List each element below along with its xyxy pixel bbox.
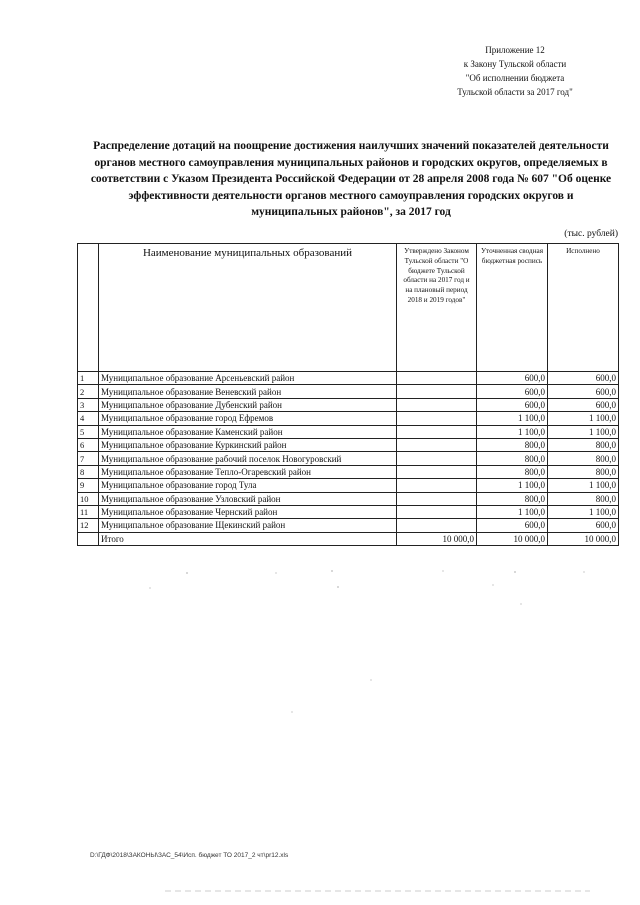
row-refined: 1 100,0 <box>477 505 548 518</box>
row-executed: 800,0 <box>548 492 619 505</box>
row-approved <box>397 412 477 425</box>
row-approved <box>397 425 477 438</box>
row-refined: 600,0 <box>477 385 548 398</box>
row-executed: 1 100,0 <box>548 479 619 492</box>
row-executed: 1 100,0 <box>548 505 619 518</box>
row-refined: 800,0 <box>477 465 548 478</box>
table-row <box>78 438 619 451</box>
row-executed: 600,0 <box>548 385 619 398</box>
table-total-row <box>78 532 619 545</box>
table-row <box>78 492 619 505</box>
header-approved: Утверждено Законом Тульской области "О бюджете Тульской области на 2017 год и на плановый период 2018 и 2019 годов" <box>397 244 477 372</box>
row-refined: 600,0 <box>477 398 548 411</box>
row-refined: 600,0 <box>477 372 548 385</box>
row-refined: 1 100,0 <box>477 425 548 438</box>
header-index <box>78 244 99 372</box>
row-name: Муниципальное образование Чернский район <box>99 505 397 518</box>
subsidy-table <box>77 243 619 546</box>
row-name: Муниципальное образование Куркинский район <box>99 438 397 451</box>
table-row <box>78 505 619 518</box>
row-approved <box>397 479 477 492</box>
row-index: 12 <box>78 519 99 532</box>
row-name: Муниципальное образование Каменский район <box>99 425 397 438</box>
row-index: 5 <box>78 425 99 438</box>
row-name: Муниципальное образование Дубенский район <box>99 398 397 411</box>
row-executed: 600,0 <box>548 398 619 411</box>
total-label: Итого <box>99 532 397 545</box>
row-executed: 1 100,0 <box>548 412 619 425</box>
row-refined: 1 100,0 <box>477 412 548 425</box>
appendix-line-3: "Об исполнении бюджета <box>465 73 565 83</box>
header-refined: Уточненная сводная бюджетная роспись <box>477 244 548 372</box>
appendix-line-1: Приложение 12 <box>485 45 545 55</box>
row-approved <box>397 438 477 451</box>
table-row <box>78 398 619 411</box>
row-name: Муниципальное образование Тепло-Огаревский район <box>99 465 397 478</box>
row-index: 4 <box>78 412 99 425</box>
total-refined: 10 000,0 <box>477 532 548 545</box>
row-index: 8 <box>78 465 99 478</box>
row-executed: 800,0 <box>548 438 619 451</box>
row-name: Муниципальное образование Щекинский район <box>99 519 397 532</box>
row-refined: 800,0 <box>477 492 548 505</box>
table-row <box>78 425 619 438</box>
table-row <box>78 465 619 478</box>
row-index: 6 <box>78 438 99 451</box>
row-approved <box>397 452 477 465</box>
row-index: 10 <box>78 492 99 505</box>
row-name: Муниципальное образование город Тула <box>99 479 397 492</box>
table-row <box>78 372 619 385</box>
row-index: 1 <box>78 372 99 385</box>
row-refined: 600,0 <box>477 519 548 532</box>
document-title: Распределение дотаций на поощрение достижения наилучших значений показателей деятельности органов местного самоуправления муниципальных районов и городских округов, определяемых в соответствии с Указом Президента Российской Федерации от 28 апреля 2008 года № 607 "Об оценке эффективности деятельности органов местного самоуправления городских округов и муниципальных районов", за 2017 год <box>90 140 612 218</box>
table-row <box>78 479 619 492</box>
row-executed: 800,0 <box>548 465 619 478</box>
row-index: 2 <box>78 385 99 398</box>
row-executed: 600,0 <box>548 372 619 385</box>
appendix-line-4: Тульской области за 2017 год" <box>457 87 573 97</box>
total-approved: 10 000,0 <box>397 532 477 545</box>
row-approved <box>397 505 477 518</box>
row-approved <box>397 492 477 505</box>
total-index <box>78 532 99 545</box>
row-index: 3 <box>78 398 99 411</box>
table-row <box>78 412 619 425</box>
appendix-line-2: к Закону Тульской области <box>463 59 567 69</box>
appendix-block <box>440 43 590 99</box>
row-name: Муниципальное образование рабочий поселок Новогуровский <box>99 452 397 465</box>
unit-label: (тыс. рублей) <box>564 229 618 239</box>
table-row <box>78 519 619 532</box>
table-header-row <box>78 244 619 372</box>
row-refined: 1 100,0 <box>477 479 548 492</box>
table-row <box>78 385 619 398</box>
row-name: Муниципальное образование Арсеньевский район <box>99 372 397 385</box>
row-approved <box>397 398 477 411</box>
row-approved <box>397 372 477 385</box>
row-index: 11 <box>78 505 99 518</box>
row-executed: 600,0 <box>548 519 619 532</box>
table-row <box>78 452 619 465</box>
row-name: Муниципальное образование Веневский район <box>99 385 397 398</box>
row-index: 9 <box>78 479 99 492</box>
row-executed: 800,0 <box>548 452 619 465</box>
file-path-footer: D:\ГДФ\2018\ЗАКОНЫ\ЗАС_54\Исп. бюджет ТО 2017_2 чт\pr12.xls <box>90 852 289 859</box>
row-name: Муниципальное образование город Ефремов <box>99 412 397 425</box>
row-refined: 800,0 <box>477 452 548 465</box>
row-approved <box>397 465 477 478</box>
row-approved <box>397 385 477 398</box>
row-approved <box>397 519 477 532</box>
header-name: Наименование муниципальных образований <box>99 244 397 372</box>
header-executed: Исполнено <box>548 244 619 372</box>
row-index: 7 <box>78 452 99 465</box>
row-name: Муниципальное образование Узловский район <box>99 492 397 505</box>
total-executed: 10 000,0 <box>548 532 619 545</box>
row-refined: 800,0 <box>477 438 548 451</box>
row-executed: 1 100,0 <box>548 425 619 438</box>
